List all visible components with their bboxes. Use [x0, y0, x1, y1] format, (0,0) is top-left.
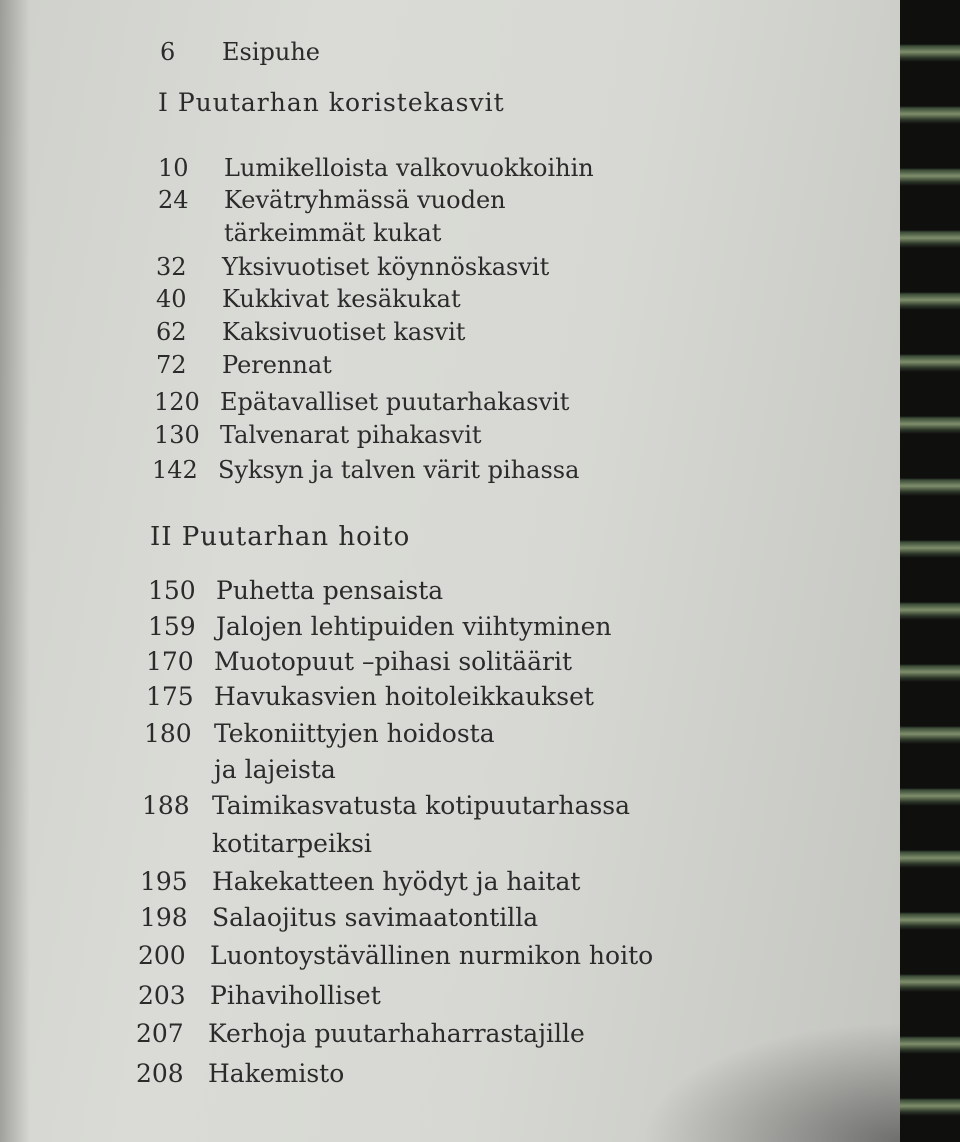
- toc-title: Yksivuotiset köynnöskasvit: [222, 253, 550, 281]
- toc-page-number: 208: [136, 1059, 184, 1088]
- toc-title: Talvenarat pihakasvit: [220, 421, 482, 449]
- toc-title: Hakekatteen hyödyt ja haitat: [212, 867, 581, 896]
- toc-page-number: 130: [154, 421, 200, 449]
- toc-title: Kukkivat kesäkukat: [222, 285, 461, 313]
- toc-page-number: 142: [152, 456, 198, 484]
- toc-title: Perennat: [222, 351, 332, 379]
- toc-title: Havukasvien hoitoleikkaukset: [214, 682, 594, 711]
- toc-page-number: 24: [158, 186, 189, 214]
- toc-page-number: 170: [146, 647, 194, 676]
- toc-title: Tekoniittyjen hoidosta: [214, 719, 495, 748]
- toc-page-number: 6: [160, 38, 176, 66]
- toc-page-number: 40: [156, 285, 187, 313]
- toc-title-line2: kotitarpeiksi: [212, 829, 372, 858]
- page-shadow: [640, 1022, 900, 1142]
- toc-title-line2: tärkeimmät kukat: [224, 219, 442, 247]
- toc-page-number: 72: [156, 351, 187, 379]
- toc-title: Jalojen lehtipuiden viihtyminen: [216, 612, 612, 641]
- toc-page-number: 62: [156, 318, 187, 346]
- book-edge-background: [900, 0, 960, 1142]
- toc-page-number: 200: [138, 941, 186, 970]
- toc-page-number: 195: [140, 867, 188, 896]
- toc-title: Kerhoja puutarhaharrastajille: [208, 1019, 585, 1048]
- toc-title: Pihaviholliset: [210, 981, 381, 1010]
- toc-title: Esipuhe: [222, 38, 320, 66]
- toc-title: Puhetta pensaista: [216, 576, 444, 605]
- toc-page-number: 188: [142, 791, 190, 820]
- toc-title: Kaksivuotiset kasvit: [222, 318, 466, 346]
- toc-page-number: 32: [156, 253, 187, 281]
- toc-title: Taimikasvatusta kotipuutarhassa: [212, 791, 631, 820]
- toc-page-number: 180: [144, 719, 192, 748]
- section-heading-2: II Puutarhan hoito: [150, 522, 411, 552]
- toc-title: Syksyn ja talven värit pihassa: [218, 456, 580, 484]
- toc-title: Luontoystävällinen nurmikon hoito: [210, 941, 654, 970]
- toc-page-number: 150: [148, 576, 196, 605]
- toc-title: Lumikelloista valkovuokkoihin: [224, 154, 594, 182]
- toc-page-number: 175: [146, 682, 194, 711]
- toc-title: Kevätryhmässä vuoden: [224, 186, 506, 214]
- toc-title: Epätavalliset puutarhakasvit: [220, 388, 570, 416]
- toc-title: Muotopuut –pihasi solitäärit: [214, 647, 573, 676]
- toc-page-number: 203: [138, 981, 186, 1010]
- toc-page-number: 207: [136, 1019, 184, 1048]
- toc-title: Salaojitus savimaatontilla: [212, 903, 539, 932]
- toc-title-line2: ja lajeista: [214, 755, 336, 784]
- section-heading-1: I Puutarhan koristekasvit: [158, 88, 505, 117]
- toc-page-number: 159: [148, 612, 196, 641]
- toc-page-number: 10: [158, 154, 189, 182]
- toc-title: Hakemisto: [208, 1059, 345, 1088]
- toc-page-number: 120: [154, 388, 200, 416]
- toc-page-number: 198: [140, 903, 188, 932]
